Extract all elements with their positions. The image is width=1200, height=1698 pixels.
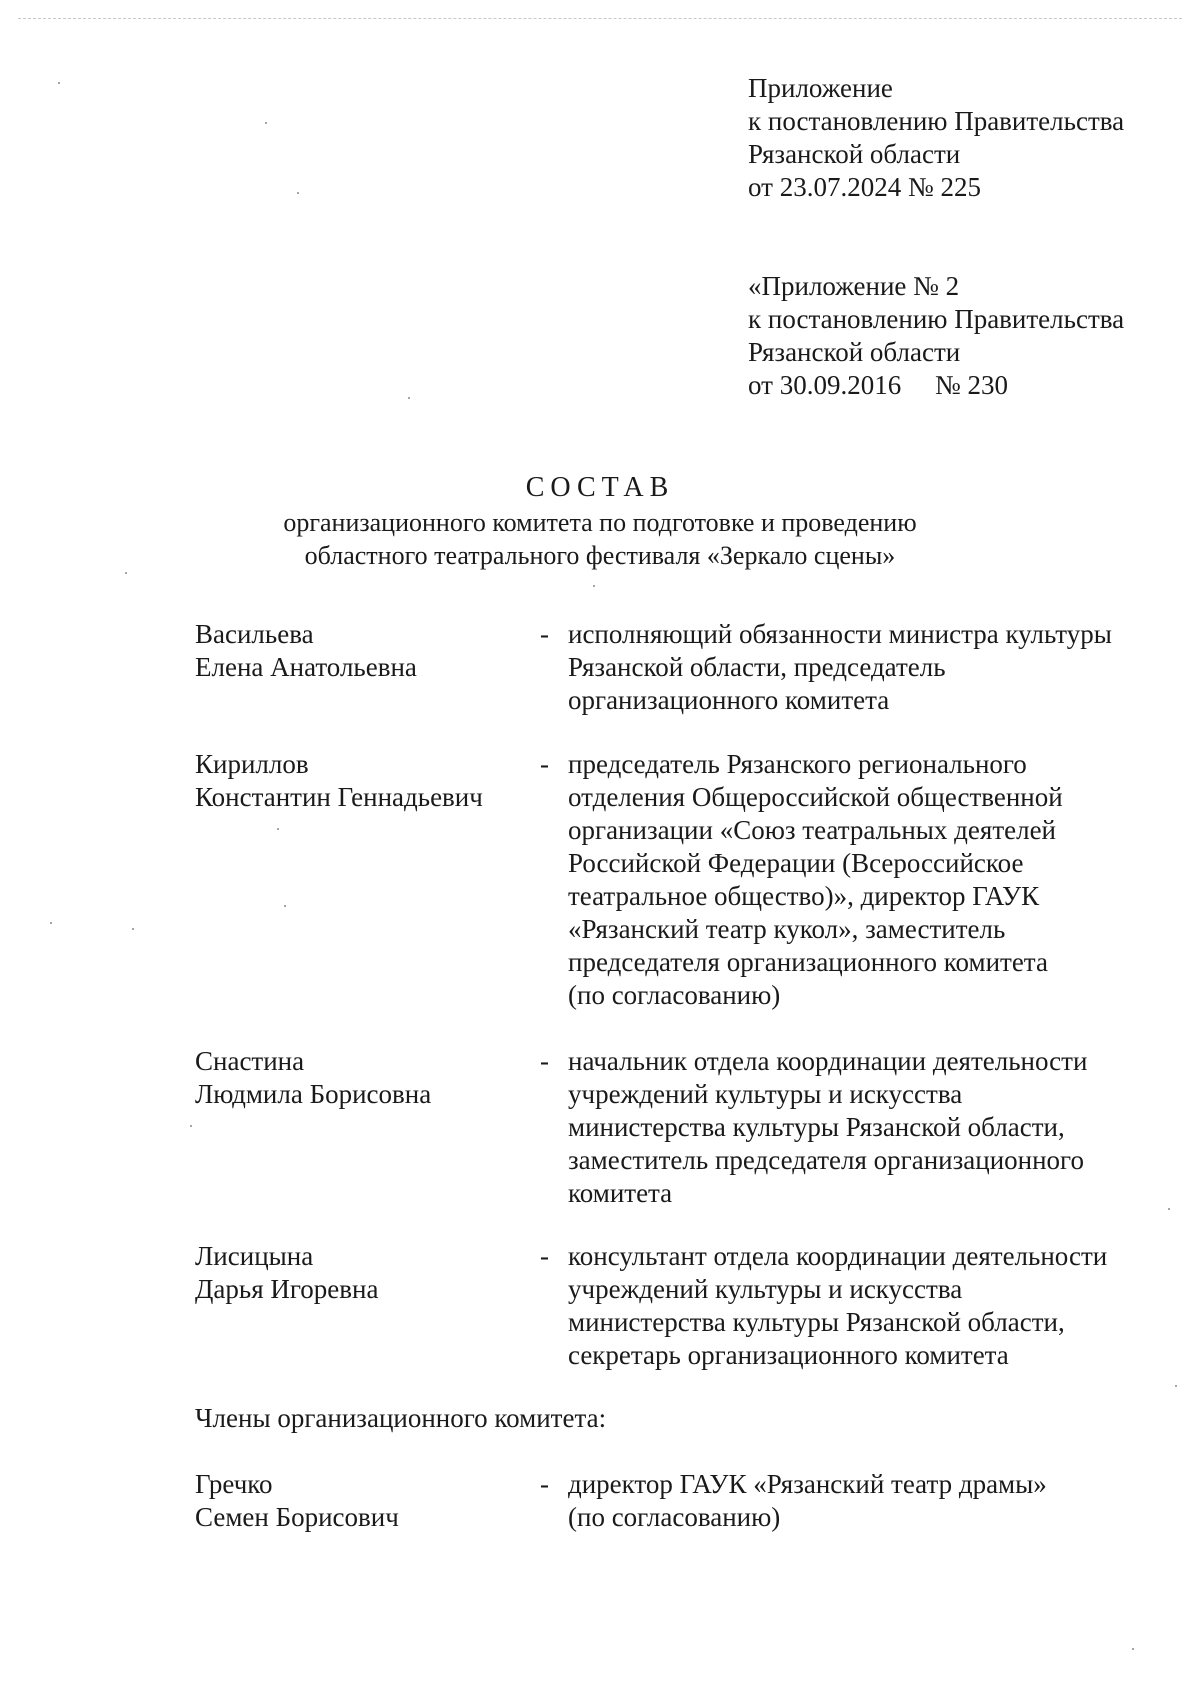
appendix-line: к постановлению Правительства — [748, 106, 1125, 136]
description-line: отделения Общероссийской общественной — [568, 782, 1063, 812]
description-line: учреждений культуры и искусства — [568, 1079, 963, 1109]
scan-speck — [58, 82, 60, 84]
appendix-line: Рязанской области — [748, 139, 961, 169]
appendix-header-current — [748, 72, 1188, 204]
scan-speck — [1175, 1385, 1177, 1387]
member-given-names: Елена Анатольевна — [195, 652, 417, 682]
title-main: СОСТАВ — [525, 472, 675, 503]
description-line: комитета — [568, 1178, 673, 1208]
description-line: председателя организационного комитета — [568, 947, 1048, 977]
appendix-header-original — [748, 270, 1188, 402]
description-line: директор ГАУК «Рязанский театр драмы» — [568, 1469, 1047, 1499]
scan-speck — [265, 122, 267, 124]
scan-speck — [284, 905, 286, 907]
member-dash: - — [540, 749, 549, 779]
member-name — [195, 1240, 515, 1306]
appendix-line: от 30.09.2016 № 230 — [748, 370, 1008, 400]
description-line: министерства культуры Рязанской области, — [568, 1112, 1065, 1142]
title-subline: областного театрального фестиваля «Зеркало сцены» — [304, 541, 896, 570]
members-heading: Члены организационного комитета: — [195, 1403, 607, 1433]
appendix-line: Рязанской области — [748, 337, 961, 367]
description-line: председатель Рязанского регионального — [568, 749, 1027, 779]
appendix-line: к постановлению Правительства — [748, 304, 1125, 334]
description-line: «Рязанский театр кукол», заместитель — [568, 914, 1006, 944]
description-line: (по согласованию) — [568, 1502, 781, 1532]
member-given-names: Дарья Игоревна — [195, 1274, 379, 1304]
document-title — [0, 470, 1200, 572]
member-description — [568, 618, 1168, 717]
member-description — [568, 748, 1168, 1012]
description-line: Российской Федерации (Всероссийское — [568, 848, 1024, 878]
scan-speck — [297, 192, 299, 194]
description-line: (по согласованию) — [568, 980, 781, 1010]
member-surname: Васильева — [195, 619, 314, 649]
member-given-names: Семен Борисович — [195, 1502, 399, 1532]
appendix-line: «Приложение № 2 — [748, 271, 960, 301]
description-line: организационного комитета — [568, 685, 890, 715]
description-line: театральное общество)», директор ГАУК — [568, 881, 1040, 911]
scan-speck — [1168, 1208, 1170, 1210]
title-subline: организационного комитета по подготовке и проведению — [283, 508, 917, 537]
member-dash: - — [540, 1046, 549, 1076]
appendix-line: от 23.07.2024 № 225 — [748, 172, 981, 202]
member-name — [195, 1045, 515, 1111]
member-given-names: Константин Геннадьевич — [195, 782, 483, 812]
member-description — [568, 1240, 1168, 1372]
member-surname: Снастина — [195, 1046, 305, 1076]
member-surname: Кириллов — [195, 749, 309, 779]
member-name — [195, 618, 515, 684]
scan-speck — [50, 922, 52, 924]
scan-speck — [125, 572, 127, 574]
scan-speck — [593, 585, 595, 587]
member-dash: - — [540, 1469, 549, 1499]
scan-speck — [190, 1125, 192, 1127]
member-dash: - — [540, 1241, 549, 1271]
member-dash: - — [540, 619, 549, 649]
description-line: исполняющий обязанности министра культуры — [568, 619, 1112, 649]
description-line: учреждений культуры и искусства — [568, 1274, 963, 1304]
scan-speck — [1132, 1648, 1134, 1650]
member-given-names: Людмила Борисовна — [195, 1079, 432, 1109]
scan-speck — [277, 828, 279, 830]
description-line: заместитель председателя организационного — [568, 1145, 1084, 1175]
member-name — [195, 748, 515, 814]
description-line: организации «Союз театральных деятелей — [568, 815, 1057, 845]
scan-speck — [132, 928, 134, 930]
description-line: министерства культуры Рязанской области, — [568, 1307, 1065, 1337]
description-line: начальник отдела координации деятельности — [568, 1046, 1088, 1076]
description-line: консультант отдела координации деятельности — [568, 1241, 1108, 1271]
description-line: секретарь организационного комитета — [568, 1340, 1009, 1370]
appendix-line: Приложение — [748, 73, 893, 103]
member-name — [195, 1468, 515, 1534]
description-line: Рязанской области, председатель — [568, 652, 946, 682]
page-top-edge — [18, 18, 1182, 19]
member-description — [568, 1468, 1168, 1534]
member-surname: Гречко — [195, 1469, 273, 1499]
member-surname: Лисицына — [195, 1241, 314, 1271]
scan-speck — [408, 397, 410, 399]
member-description — [568, 1045, 1168, 1210]
